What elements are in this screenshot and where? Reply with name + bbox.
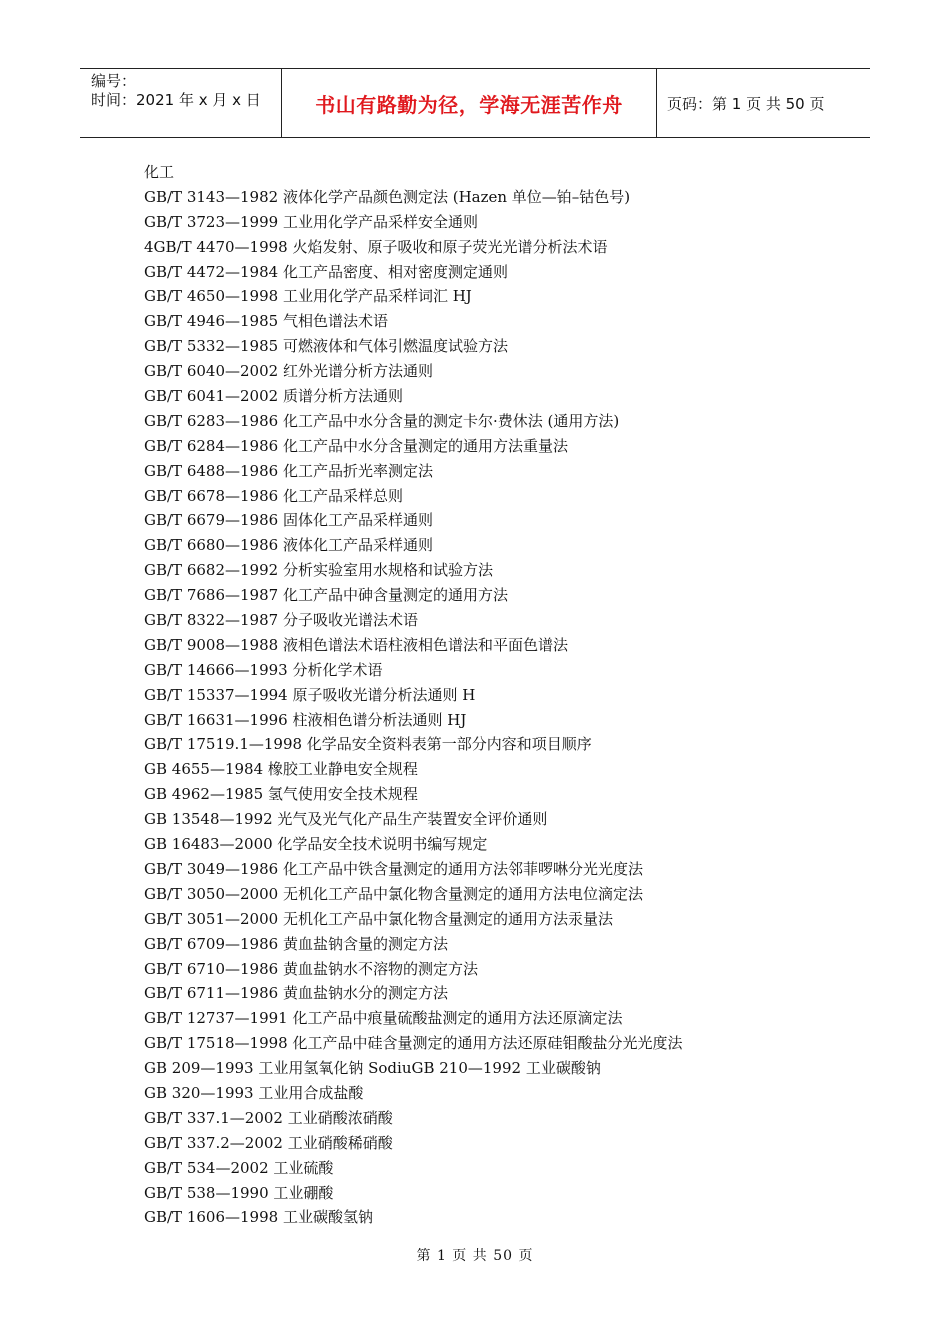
list-item: GB 16483—2000 化学品安全技术说明书编写规定: [144, 835, 488, 854]
list-item: GB/T 538—1990 工业硼酸: [144, 1183, 334, 1202]
list-item: GB/T 6679—1986 固体化工产品采样通则: [144, 511, 433, 530]
list-item: GB/T 17518—1998 化工产品中硅含量测定的通用方法还原硅钼酸盐分光光度法: [144, 1034, 683, 1053]
header-page-info: 页码：第 1 页 共 50 页: [667, 94, 825, 113]
list-item: GB/T 3051—2000 无机化工产品中氯化物含量测定的通用方法汞量法: [144, 909, 613, 928]
list-item: GB/T 3723—1999 工业用化学产品采样安全通则: [144, 212, 478, 231]
list-item: 4GB/T 4470—1998 火焰发射、原子吸收和原子荧光光谱分析法术语: [144, 237, 608, 256]
list-item: GB/T 6680—1986 液体化工产品采样通则: [144, 536, 433, 555]
list-item: GB/T 8322—1987 分子吸收光谱法术语: [144, 611, 418, 630]
section-heading: 化工: [144, 163, 175, 181]
document-number-label: 编号：: [91, 72, 137, 90]
list-item: GB/T 337.1—2002 工业硝酸浓硝酸: [144, 1108, 393, 1127]
list-item: GB/T 12737—1991 化工产品中痕量硫酸盐测定的通用方法还原滴定法: [144, 1009, 623, 1028]
list-item: GB/T 4650—1998 工业用化学产品采样词汇 HJ: [144, 287, 472, 306]
list-item: GB/T 337.2—2002 工业硝酸稀硝酸: [144, 1133, 393, 1152]
list-item: GB/T 6682—1992 分析实验室用水规格和试验方法: [144, 561, 493, 580]
list-item: GB/T 6711—1986 黄血盐钠水分的测定方法: [144, 984, 448, 1003]
list-item: GB/T 534—2002 工业硫酸: [144, 1158, 334, 1177]
list-item: GB/T 14666—1993 分析化学术语: [144, 660, 383, 679]
list-item: GB/T 6709—1986 黄血盐钠含量的测定方法: [144, 934, 448, 953]
list-item: GB/T 6710—1986 黄血盐钠水不溶物的测定方法: [144, 959, 478, 978]
header-motto: 书山有路勤为径，学海无涯苦作舟: [281, 69, 657, 137]
list-item: GB/T 7686—1987 化工产品中砷含量测定的通用方法: [144, 586, 508, 605]
list-item: GB 4962—1985 氢气使用安全技术规程: [144, 785, 418, 804]
list-item: GB 209—1993 工业用氢氧化钠 SodiuGB 210—1992 工业碳酸钠: [144, 1059, 601, 1078]
page-header: [80, 68, 870, 138]
list-item: GB/T 15337—1994 原子吸收光谱分析法通则 H: [144, 685, 476, 704]
list-item: GB/T 3050—2000 无机化工产品中氯化物含量测定的通用方法电位滴定法: [144, 884, 643, 903]
list-item: GB/T 4472—1984 化工产品密度、相对密度测定通则: [144, 262, 508, 281]
list-item: GB/T 9008—1988 液相色谱法术语柱液相色谱法和平面色谱法: [144, 635, 568, 654]
list-item: GB/T 1606—1998 工业碳酸氢钠: [144, 1208, 373, 1227]
list-item: GB/T 5332—1985 可燃液体和气体引燃温度试验方法: [144, 337, 508, 356]
standards-list: [144, 160, 904, 1230]
list-item: GB 4655—1984 橡胶工业静电安全规程: [144, 760, 418, 779]
list-item: GB/T 4946—1985 气相色谱法术语: [144, 312, 388, 331]
list-item: GB/T 6284—1986 化工产品中水分含量测定的通用方法重量法: [144, 436, 568, 455]
document-date-label: 时间：2021 年 x 月 x 日: [91, 91, 261, 109]
list-item: GB/T 6283—1986 化工产品中水分含量的测定卡尔·费休法 (通用方法): [144, 411, 620, 430]
list-item: GB/T 6488—1986 化工产品折光率测定法: [144, 461, 433, 480]
header-meta: [80, 69, 281, 137]
list-item: GB 320—1993 工业用合成盐酸: [144, 1083, 364, 1102]
list-item: GB 13548—1992 光气及光气化产品生产装置安全评价通则: [144, 810, 548, 829]
list-item: GB/T 6678—1986 化工产品采样总则: [144, 486, 403, 505]
list-item: GB/T 3049—1986 化工产品中铁含量测定的通用方法邻菲啰啉分光光度法: [144, 859, 643, 878]
list-item: GB/T 6040—2002 红外光谱分析方法通则: [144, 362, 433, 381]
list-item: GB/T 17519.1—1998 化学品安全资料表第一部分内容和项目顺序: [144, 735, 592, 754]
list-item: GB/T 6041—2002 质谱分析方法通则: [144, 387, 403, 406]
list-item: GB/T 3143—1982 液体化学产品颜色测定法 (Hazen 单位—铂–钴色号): [144, 187, 631, 206]
page-footer: 第 1 页 共 50 页: [416, 1248, 534, 1264]
list-item: GB/T 16631—1996 柱液相色谱分析法通则 HJ: [144, 710, 467, 729]
